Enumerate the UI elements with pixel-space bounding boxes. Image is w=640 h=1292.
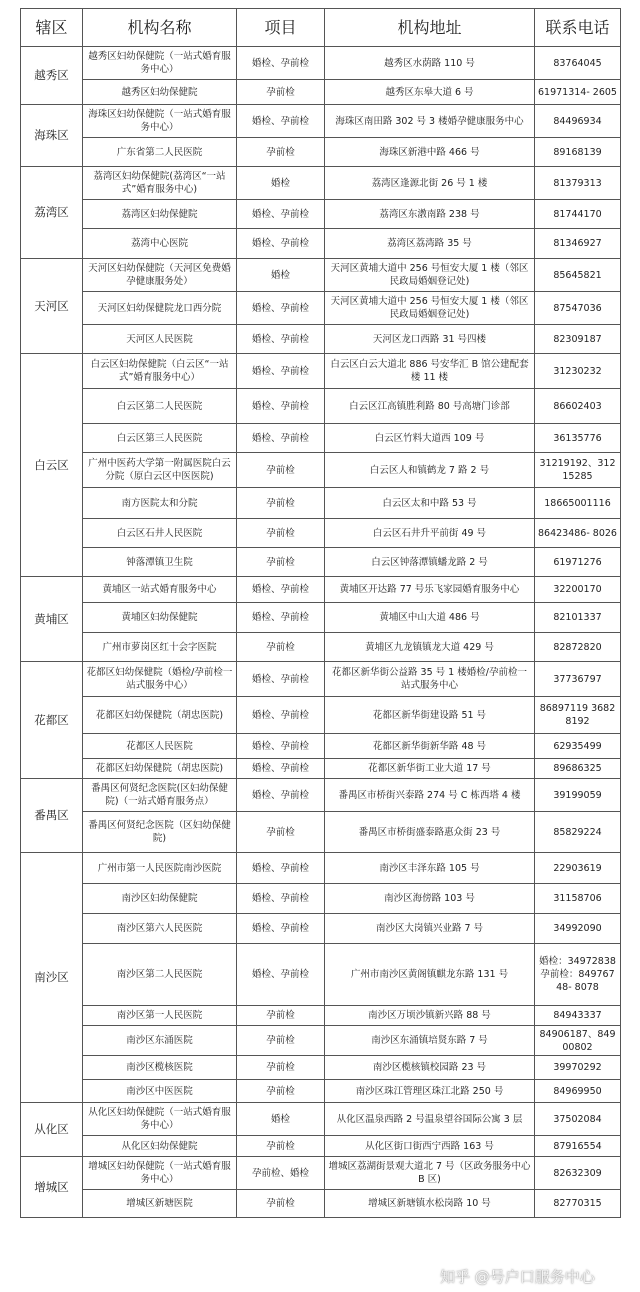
address-cell: 南沙区珠江管理区珠江北路 250 号 [325,1080,535,1103]
watermark: 知乎 @号户口服务中心 [440,1268,595,1286]
district-cell: 越秀区 [21,47,83,105]
address-cell: 南沙区榄核镇校园路 23 号 [325,1056,535,1080]
phone-cell: 89168139 [535,138,621,167]
item-cell: 婚检、孕前检 [237,105,325,138]
phone-cell: 82632309 [535,1157,621,1190]
district-cell: 番禺区 [21,779,83,853]
item-cell: 孕前检 [237,138,325,167]
address-cell: 黄埔区九龙镇镇龙大道 429 号 [325,633,535,662]
phone-cell: 婚检：34972838 孕前检：84976748- 8078 [535,944,621,1006]
address-cell: 荔湾区东漖南路 238 号 [325,200,535,229]
table-row [21,325,621,354]
table-row [21,229,621,259]
address-cell: 越秀区东皋大道 6 号 [325,80,535,105]
item-cell: 婚检 [237,1103,325,1136]
address-cell: 天河区龙口西路 31 号四楼 [325,325,535,354]
table-row [21,779,621,812]
address-cell: 增城区荔湖街景观大道北 7 号（区政务服务中心 B 区) [325,1157,535,1190]
item-cell: 孕前检 [237,488,325,519]
institution-cell: 花都区妇幼保健院（胡忠医院) [83,697,237,734]
institution-cell: 荔湾区妇幼保健院 [83,200,237,229]
institution-cell: 南沙区中医医院 [83,1080,237,1103]
address-cell: 天河区黄埔大道中 256 号恒安大厦 1 楼（邻区民政局婚姻登记处) [325,259,535,292]
institution-cell: 南沙区东涌医院 [83,1026,237,1056]
institution-cell: 南沙区妇幼保健院 [83,884,237,914]
item-cell: 孕前检 [237,1136,325,1157]
table-row [21,292,621,325]
item-cell: 孕前检 [237,80,325,105]
phone-cell: 39199059 [535,779,621,812]
item-cell: 孕前检 [237,519,325,548]
table-row [21,1080,621,1103]
address-cell: 荔湾区逢源北街 26 号 1 楼 [325,167,535,200]
address-cell: 白云区石井升平前街 49 号 [325,519,535,548]
item-cell: 婚检、孕前检 [237,389,325,424]
address-cell: 南沙区丰泽东路 105 号 [325,853,535,884]
phone-cell: 22903619 [535,853,621,884]
address-cell: 南沙区大岗镇兴业路 7 号 [325,914,535,944]
header-row [21,9,621,47]
district-cell: 花都区 [21,662,83,779]
phone-cell: 86602403 [535,389,621,424]
district-cell: 增城区 [21,1157,83,1218]
phone-cell: 62935499 [535,734,621,759]
table-row [21,1056,621,1080]
address-cell: 白云区竹料大道西 109 号 [325,424,535,453]
table-body [21,47,621,1218]
institution-cell: 荔湾区妇幼保健院(荔湾区“一站式”婚育服务中心) [83,167,237,200]
item-cell: 婚检、孕前检 [237,325,325,354]
institution-cell: 白云区石井人民医院 [83,519,237,548]
table-row [21,577,621,603]
institution-cell: 南沙区第二人民医院 [83,944,237,1006]
table-row [21,734,621,759]
phone-cell: 82101337 [535,603,621,633]
table-row [21,80,621,105]
district-cell: 黄埔区 [21,577,83,662]
address-cell: 白云区江高镇胜利路 80 号高塘门诊部 [325,389,535,424]
table-row [21,914,621,944]
item-cell: 婚检、孕前检 [237,603,325,633]
institution-cell: 花都区妇幼保健院（胡忠医院) [83,759,237,779]
phone-cell: 84969950 [535,1080,621,1103]
district-cell: 从化区 [21,1103,83,1157]
address-cell: 白云区白云大道北 886 号安华汇 B 馆公建配套楼 11 楼 [325,354,535,389]
item-cell: 婚检、孕前检 [237,759,325,779]
phone-cell: 37502084 [535,1103,621,1136]
district-cell: 南沙区 [21,853,83,1103]
district-cell: 天河区 [21,259,83,354]
address-cell: 广州市南沙区黄阁镇麒龙东路 131 号 [325,944,535,1006]
item-cell: 婚检、孕前检 [237,697,325,734]
district-cell: 白云区 [21,354,83,577]
phone-cell: 61971276 [535,548,621,577]
phone-cell: 83764045 [535,47,621,80]
table-row [21,424,621,453]
phone-cell: 31230232 [535,354,621,389]
item-cell: 婚检、孕前检 [237,914,325,944]
header-institution: 机构名称 [83,9,237,47]
item-cell: 孕前检 [237,1026,325,1056]
phone-cell: 85645821 [535,259,621,292]
table-row [21,519,621,548]
header-address: 机构地址 [325,9,535,47]
item-cell: 婚检、孕前检 [237,944,325,1006]
item-cell: 婚检、孕前检 [237,292,325,325]
institution-cell: 广东省第二人民医院 [83,138,237,167]
address-cell: 白云区人和镇鹤龙 7 路 2 号 [325,453,535,488]
table-row [21,853,621,884]
item-cell: 婚检、孕前检 [237,779,325,812]
address-cell: 南沙区海傍路 103 号 [325,884,535,914]
table-row [21,812,621,853]
item-cell: 孕前检 [237,633,325,662]
address-cell: 天河区黄埔大道中 256 号恒安大厦 1 楼（邻区民政局婚姻登记处) [325,292,535,325]
table-row [21,1157,621,1190]
item-cell: 孕前检 [237,453,325,488]
address-cell: 海珠区南田路 302 号 3 楼婚孕健康服务中心 [325,105,535,138]
institution-cell: 南沙区第六人民医院 [83,914,237,944]
item-cell: 婚检、孕前检 [237,662,325,697]
institution-cell: 广州市萝岗区红十会字医院 [83,633,237,662]
institution-cell: 天河区妇幼保健院（天河区免费婚孕健康服务处） [83,259,237,292]
table-row [21,1006,621,1026]
address-cell: 白云区钟落潭镇蟠龙路 2 号 [325,548,535,577]
item-cell: 孕前检 [237,812,325,853]
address-cell: 白云区太和中路 53 号 [325,488,535,519]
address-cell: 黄埔区开达路 77 号乐飞家园婚育服务中心 [325,577,535,603]
institution-cell: 南沙区榄核医院 [83,1056,237,1080]
table-row [21,1136,621,1157]
institution-cell: 天河区妇幼保健院龙口西分院 [83,292,237,325]
phone-cell: 86423486- 8026 [535,519,621,548]
item-cell: 婚检、孕前检 [237,884,325,914]
item-cell: 孕前检 [237,1056,325,1080]
table-row [21,662,621,697]
item-cell: 孕前检、婚检 [237,1157,325,1190]
item-cell: 孕前检 [237,1080,325,1103]
phone-cell: 84496934 [535,105,621,138]
institution-cell: 花都区人民医院 [83,734,237,759]
item-cell: 婚检、孕前检 [237,853,325,884]
table-row [21,167,621,200]
institution-cell: 黄埔区一站式婚育服务中心 [83,577,237,603]
address-cell: 越秀区水荫路 110 号 [325,47,535,80]
phone-cell: 87547036 [535,292,621,325]
table-row [21,603,621,633]
table-row [21,884,621,914]
institution-cell: 南沙区第一人民医院 [83,1006,237,1026]
institution-cell: 增城区新塘医院 [83,1190,237,1218]
table-row [21,1190,621,1218]
address-cell: 从化区温泉西路 2 号温泉望谷国际公寓 3 层 [325,1103,535,1136]
phone-cell: 82309187 [535,325,621,354]
phone-cell: 86897119 36828192 [535,697,621,734]
address-cell: 花都区新华街建设路 51 号 [325,697,535,734]
table-row [21,1103,621,1136]
item-cell: 婚检、孕前检 [237,229,325,259]
phone-cell: 89686325 [535,759,621,779]
institution-cell: 广州中医药大学第一附属医院白云分院（原白云区中医医院) [83,453,237,488]
table-row [21,354,621,389]
table-row [21,105,621,138]
header-item: 项目 [237,9,325,47]
phone-cell: 31158706 [535,884,621,914]
institution-table [20,8,621,1218]
phone-cell: 82872820 [535,633,621,662]
phone-cell: 84943337 [535,1006,621,1026]
item-cell: 婚检、孕前检 [237,424,325,453]
institution-cell: 增城区妇幼保健院（一站式婚育服务中心） [83,1157,237,1190]
phone-cell: 36135776 [535,424,621,453]
address-cell: 黄埔区中山大道 486 号 [325,603,535,633]
table-row [21,389,621,424]
institution-cell: 海珠区妇幼保健院（一站式婚育服务中心） [83,105,237,138]
institution-cell: 从化区妇幼保健院（一站式婚育服务中心） [83,1103,237,1136]
table-row [21,697,621,734]
institution-cell: 白云区第三人民医院 [83,424,237,453]
item-cell: 婚检、孕前检 [237,734,325,759]
phone-cell: 85829224 [535,812,621,853]
address-cell: 海珠区新港中路 466 号 [325,138,535,167]
phone-cell: 34992090 [535,914,621,944]
item-cell: 婚检 [237,167,325,200]
phone-cell: 18665001116 [535,488,621,519]
institution-cell: 番禺区何贤纪念医院(区妇幼保健院)（一站式婚育服务点） [83,779,237,812]
item-cell: 孕前检 [237,1006,325,1026]
header-phone: 联系电话 [535,9,621,47]
table-row [21,633,621,662]
table-row [21,488,621,519]
address-cell: 番禺区市桥街盛泰路惠众街 23 号 [325,812,535,853]
phone-cell: 32200170 [535,577,621,603]
institution-cell: 番禺区何贤纪念医院（区妇幼保健院) [83,812,237,853]
institution-cell: 荔湾中心医院 [83,229,237,259]
item-cell: 婚检、孕前检 [237,200,325,229]
table-row [21,944,621,1006]
institution-cell: 白云区第二人民医院 [83,389,237,424]
phone-cell: 61971314- 2605 [535,80,621,105]
address-cell: 荔湾区荔湾路 35 号 [325,229,535,259]
item-cell: 婚检、孕前检 [237,354,325,389]
district-cell: 海珠区 [21,105,83,167]
phone-cell: 81744170 [535,200,621,229]
address-cell: 增城区新塘镇水松岗路 10 号 [325,1190,535,1218]
address-cell: 南沙区万顷沙镇新兴路 88 号 [325,1006,535,1026]
table-row [21,259,621,292]
table-row [21,47,621,80]
address-cell: 花都区新华街公益路 35 号 1 楼婚检/孕前检一站式服务中心 [325,662,535,697]
institution-cell: 南方医院太和分院 [83,488,237,519]
item-cell: 孕前检 [237,548,325,577]
address-cell: 从化区街口街西宁西路 163 号 [325,1136,535,1157]
address-cell: 番禺区市桥街兴泰路 274 号 C 栋西塔 4 楼 [325,779,535,812]
phone-cell: 81379313 [535,167,621,200]
table-row [21,1026,621,1056]
institution-cell: 越秀区妇幼保健院（一站式婚育服务中心） [83,47,237,80]
table-row [21,200,621,229]
item-cell: 婚检 [237,259,325,292]
address-cell: 南沙区东涌镇培贤东路 7 号 [325,1026,535,1056]
table-row [21,759,621,779]
phone-cell: 82770315 [535,1190,621,1218]
institution-cell: 黄埔区妇幼保健院 [83,603,237,633]
institution-cell: 白云区妇幼保健院（白云区“一站式”婚育服务中心） [83,354,237,389]
phone-cell: 37736797 [535,662,621,697]
phone-cell: 81346927 [535,229,621,259]
item-cell: 婚检、孕前检 [237,577,325,603]
phone-cell: 39970292 [535,1056,621,1080]
phone-cell: 31219192、31215285 [535,453,621,488]
institution-cell: 广州市第一人民医院南沙医院 [83,853,237,884]
address-cell: 花都区新华街工业大道 17 号 [325,759,535,779]
institution-cell: 越秀区妇幼保健院 [83,80,237,105]
institution-cell: 花都区妇幼保健院（婚检/孕前检一站式服务中心） [83,662,237,697]
header-district: 辖区 [21,9,83,47]
table-row [21,453,621,488]
item-cell: 孕前检 [237,1190,325,1218]
phone-cell: 84906187、84900802 [535,1026,621,1056]
address-cell: 花都区新华街新华路 48 号 [325,734,535,759]
table-row [21,548,621,577]
phone-cell: 87916554 [535,1136,621,1157]
institution-cell: 从化区妇幼保健院 [83,1136,237,1157]
institution-cell: 钟落潭镇卫生院 [83,548,237,577]
district-cell: 荔湾区 [21,167,83,259]
table-row [21,138,621,167]
item-cell: 婚检、孕前检 [237,47,325,80]
institution-cell: 天河区人民医院 [83,325,237,354]
